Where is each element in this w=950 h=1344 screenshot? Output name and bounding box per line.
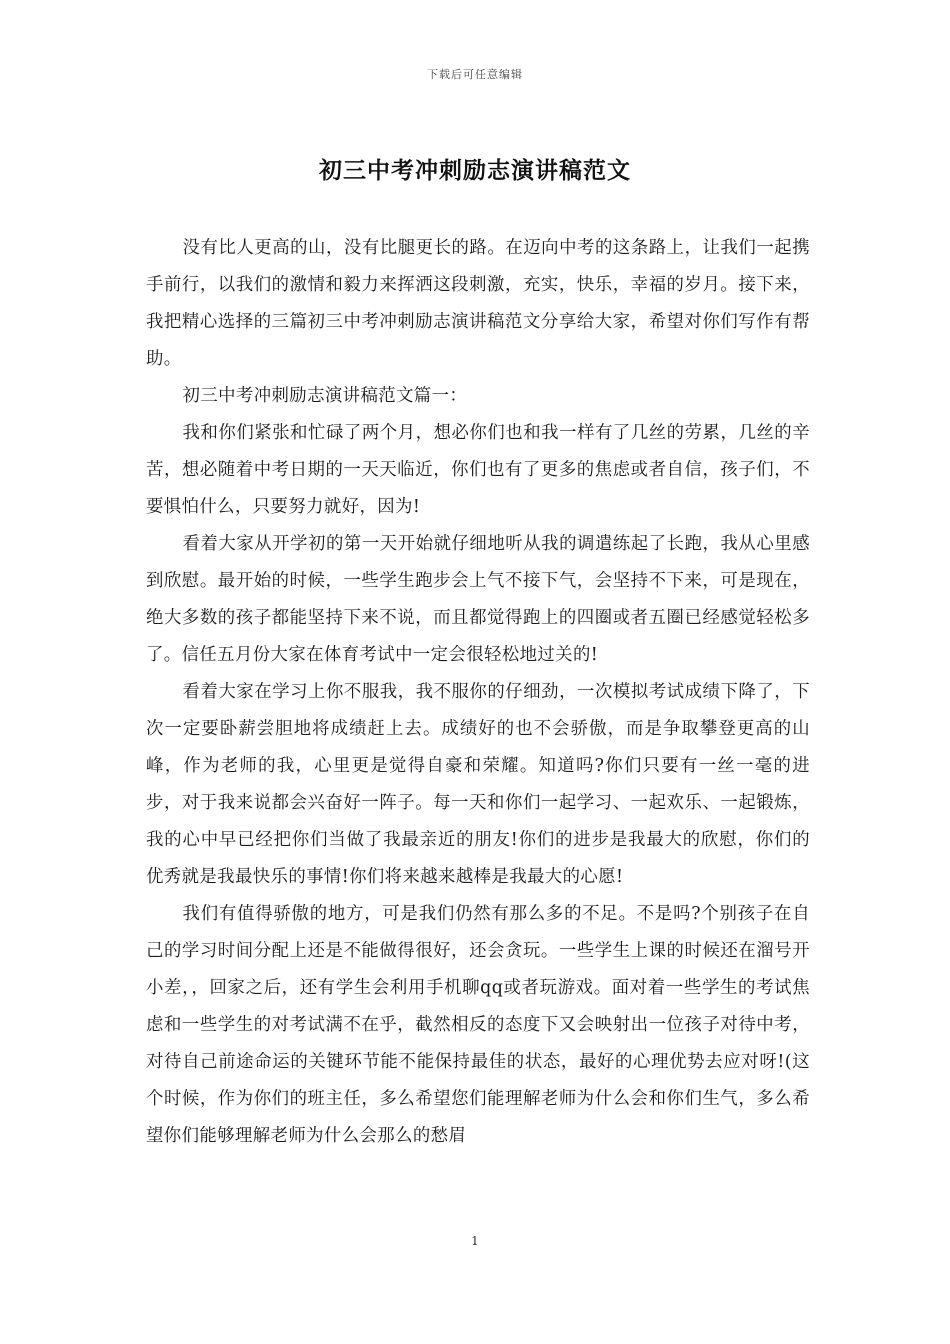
body-paragraph: 看着大家从开学初的第一天开始就仔细地听从我的调遣练起了长跑，我从心里感到欣慰。最开始的时候，一些学生跑步会上气不接下气，会坚持不下来，可是现在，绝大多数的孩子都能坚持下来不说，而且都觉得跑上的四圈或者五圈已经感觉轻松多了。信任五月份大家在体育考试中一定会很轻松地过关的! <box>146 534 810 665</box>
body-paragraph: 没有比人更高的山，没有比腿更长的路。在迈向中考的这条路上，让我们一起携手前行，以我们的激情和毅力来挥洒这段刺激，充实，快乐，幸福的岁月。接下来，我把精心选择的三篇初三中考冲刺励志演讲稿范文分享给大家，希望对你们写作有帮助。 <box>146 238 810 369</box>
body-paragraph: 我和你们紧张和忙碌了两个月，想必你们也和我一样有了几丝的劳累，几丝的辛苦，想必随着中考日期的一天天临近，你们也有了更多的焦虑或者自信，孩子们，不要惧怕什么，只要努力就好，因为! <box>146 423 810 517</box>
page-number: 1 <box>471 1234 479 1248</box>
body-paragraph: 看着大家在学习上你不服我，我不服你的仔细劲，一次模拟考试成绩下降了，下次一定要卧薪尝胆地将成绩赶上去。成绩好的也不会骄傲，而是争取攀登更高的山峰，作为老师的我，心里更是觉得自豪和荣耀。知道吗?你们只要有一丝一毫的进步，对于我来说都会兴奋好一阵子。每一天和你们一起学习、一起欢乐、一起锻炼，我的心中早已经把你们当做了我最亲近的朋友!你们的进步是我最大的欣慰，你们的优秀就是我最快乐的事情!你们将来越来越棒是我最大的心愿! <box>146 682 810 887</box>
document-body <box>146 230 810 1155</box>
section-heading: 初三中考冲刺励志演讲稿范文篇一： <box>182 386 468 406</box>
page-header-note: 下载后可任意编辑 <box>427 68 523 81</box>
body-paragraph: 我们有值得骄傲的地方，可是我们仍然有那么多的不足。不是吗?个别孩子在自己的学习时间分配上还是不能做得很好，还会贪玩。一些学生上课的时候还在溜号开小差，，回家之后，还有学生会利用手机聊qq或者玩游戏。面对着一些学生的考试焦虑和一些学生的对考试满不在乎，截然相反的态度下又会映射出一位孩子对待中考，对待自己前途命运的关键环节能不能保持最佳的状态，最好的心理优势去应对呀!(这个时候，作为你们的班主任，多么希望您们能理解老师为什么会和你们生气，多么希望你们能够理解老师为什么会那么的愁眉 <box>146 904 810 1146</box>
document-title: 初三中考冲刺励志演讲稿范文 <box>319 157 631 184</box>
